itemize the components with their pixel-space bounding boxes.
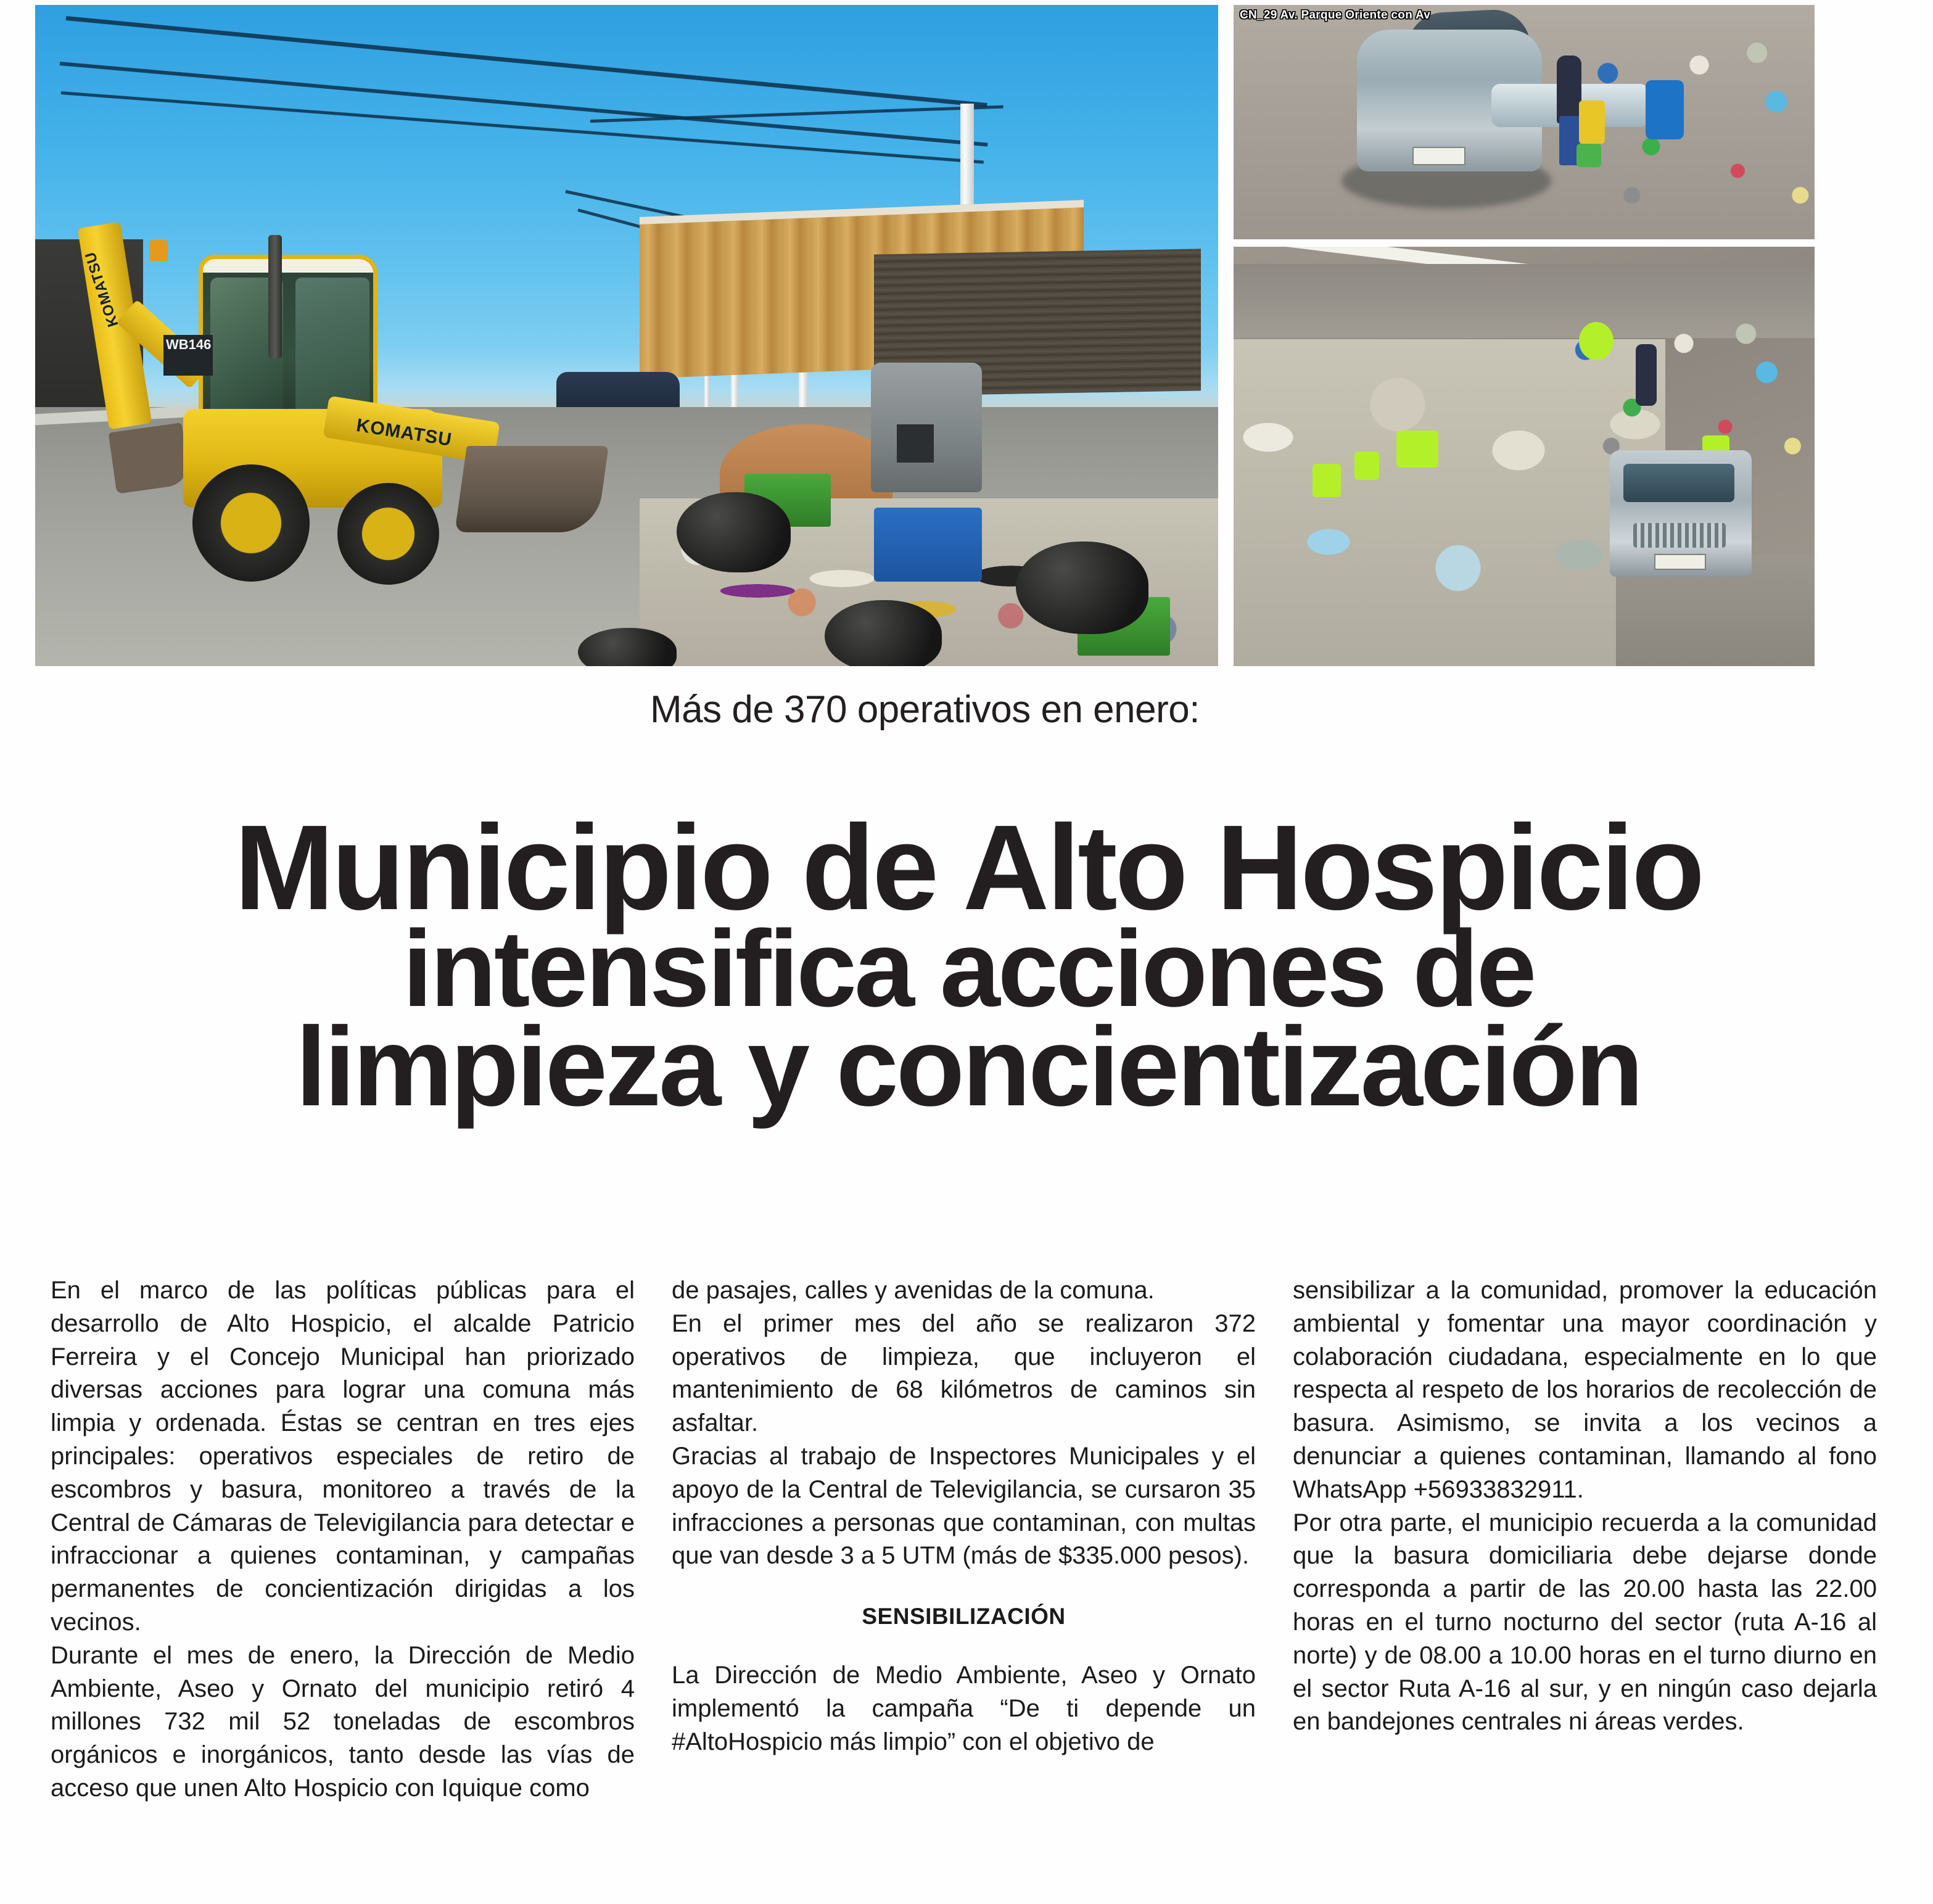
yellow-bag [1579, 101, 1605, 144]
rear-bucket [109, 422, 191, 494]
truck-grille [1633, 523, 1726, 548]
section-subhead: SENSIBILIZACIÓN [862, 1604, 1066, 1630]
warning-beacon [149, 240, 168, 261]
worker-vest [1396, 431, 1438, 468]
backhoe-loader [81, 224, 535, 569]
article-column-3 [1293, 1274, 1877, 1879]
paragraph: de pasajes, calles y avenidas de la comuna. [672, 1277, 1155, 1304]
headline-line-3: limpieza y concientización [295, 1003, 1641, 1129]
person-figure [1636, 344, 1657, 406]
headline-line-1: Municipio de Alto Hospicio [234, 800, 1702, 936]
rear-wheel [192, 464, 310, 582]
person-figure [1557, 56, 1581, 123]
paragraph: Durante el mes de enero, la Dirección de Medio Ambiente, Aseo y Ornato del municipio retiró 4 millones 732 mil 52 toneladas de escombros orgánicos e inorgánicos, tanto desde las vías de acceso que unen Alto Hospicio con Iquique como [51, 1641, 635, 1802]
komatsu-boom-text: KOMATSU [355, 414, 454, 451]
paragraph: Gracias al trabajo de Inspectores Municipales y el apoyo de la Central de Televigilancia, se cursaron 35 infracciones a personas que contaminan, con multas que van desde 3 a 5 UTM (más de $335.000 pesos). [672, 1442, 1256, 1570]
main-photo [35, 5, 1218, 666]
blue-bag [1646, 80, 1684, 139]
front-bucket [455, 446, 609, 532]
paragraph: En el marco de las políticas públicas para el desarrollo de Alto Hospicio, el alcalde Patricio Ferreira y el Concejo Municipal han priorizado diversas acciones para lograr una comuna más limpia y ordenada. Éstas se centran en tres ejes principales: operativos especiales de retiro de escombros y basura, monitoreo a través de la Central de Cámaras de Televigilancia para detectar e infraccionar a quienes contaminan, y campañas permanentes de concientización dirigidas a los vecinos. [51, 1277, 635, 1636]
pickup-truck [1610, 450, 1752, 577]
car-license-plate [1412, 147, 1465, 165]
blue-crate [874, 508, 982, 582]
green-bag [1579, 322, 1614, 360]
garbage-bag [1016, 542, 1148, 634]
garbage-bag [677, 492, 791, 572]
paragraph: En el primer mes del año se realizaron 372 operativos de limpieza, que incluyeron el mantenimiento de 68 kilómetros de caminos sin asfaltar. [672, 1309, 1256, 1437]
cctv-photo-top [1234, 5, 1815, 239]
exhaust-pipe [268, 235, 282, 358]
paragraph: La Dirección de Medio Ambiente, Aseo y Ornato implementó la campaña “De ti depende un #AltoHospicio más limpio” con el objetivo de [672, 1661, 1256, 1755]
article-column-1 [51, 1274, 635, 1879]
photo-block [35, 5, 1815, 666]
worker-vest [1313, 464, 1341, 497]
paragraph: sensibilizar a la comunidad, promover la educación ambiental y fomentar una mayor coordinación y colaboración ciudadana, especialmente en lo que respecta al respeto de los horarios de recolección de basura. Asimismo, se invita a los vecinos a denunciar a quienes contaminan, llamando al fono WhatsApp +56933832911. [1293, 1277, 1877, 1503]
litter-field [1579, 28, 1815, 232]
kicker-line: Más de 370 operativos en enero: [650, 688, 1200, 731]
cctv-camera-label: CN_29 Av. Parque Oriente con Av [1240, 9, 1431, 22]
article-body [51, 1274, 1877, 1879]
front-wheel [337, 483, 439, 585]
truck-windshield [1623, 464, 1734, 502]
page-title [62, 800, 1875, 1129]
machine-model-label: WB146 [163, 335, 213, 376]
paragraph: Por otra parte, el municipio recuerda a la comunidad que la basura domiciliaria debe dejarse donde corresponda a partir de las 20.00 hasta las 22.00 horas en el turno nocturno del sector (ruta A-16 al norte) y de 08.00 a 10.00 horas en el turno diurno en el sector Ruta A-16 al sur, y en ningún caso dejarla en bandejones centrales ni áreas verdes. [1293, 1509, 1877, 1736]
green-bag [1576, 144, 1601, 167]
cctv-photo-bottom [1234, 247, 1815, 666]
headline-line-2: intensifica acciones de [402, 908, 1535, 1029]
article-column-2 [672, 1274, 1256, 1879]
komatsu-arm-text: KOMATSU [81, 249, 122, 329]
worker-vest [1354, 451, 1379, 480]
metal-barrel [871, 363, 982, 492]
truck-license-plate [1654, 554, 1706, 570]
garbage-bag [825, 600, 942, 666]
